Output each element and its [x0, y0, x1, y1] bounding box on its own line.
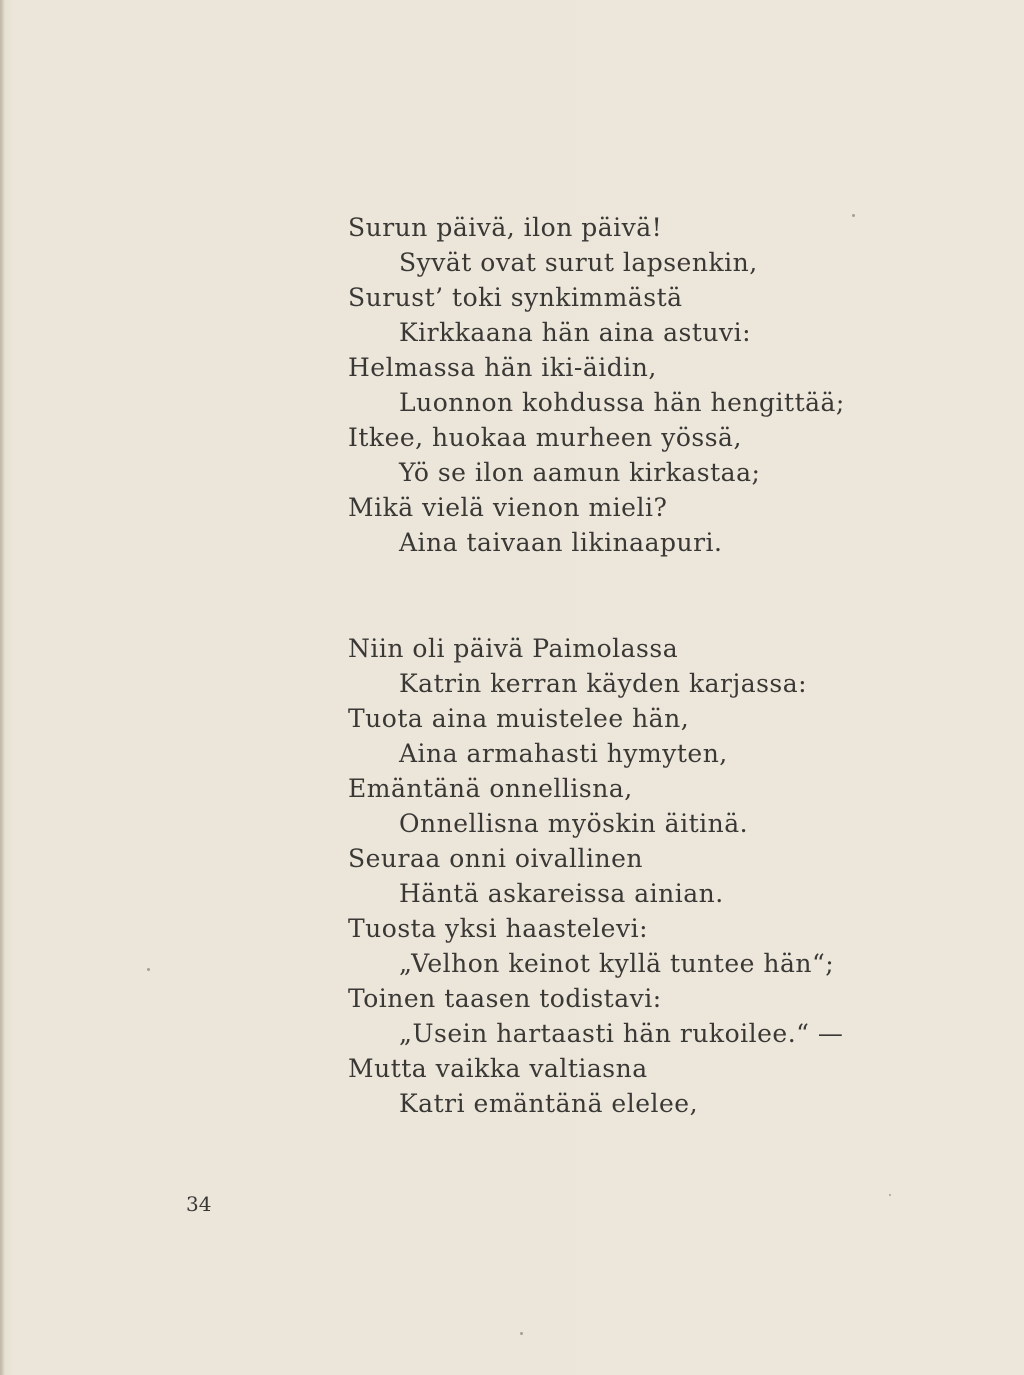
poem-line: „Usein hartaasti hän rukoilee.“ — — [399, 1019, 844, 1048]
page-edge-shadow — [0, 0, 5, 1375]
poem-line: Helmassa hän iki-äidin, — [348, 353, 657, 382]
poem-line: Kirkkaana hän aina astuvi: — [399, 318, 752, 347]
poem-line: Emäntänä onnellisna, — [348, 774, 633, 803]
poem-line: Niin oli päivä Paimolassa — [348, 634, 679, 663]
poem-line: Yö se ilon aamun kirkastaa; — [399, 458, 761, 487]
poem-line: Aina taivaan likinaapuri. — [399, 528, 723, 557]
poem-line: Häntä askareissa ainian. — [399, 879, 724, 908]
poem-line: „Velhon keinot kyllä tuntee hän“; — [399, 949, 835, 978]
poem-line: Syvät ovat surut lapsenkin, — [399, 248, 758, 277]
poem-line: Onnellisna myöskin äitinä. — [399, 809, 749, 838]
poem-line: Mikä vielä vienon mieli? — [348, 493, 668, 522]
poem-line: Katri emäntänä elelee, — [399, 1089, 699, 1118]
poem-line: Itkee, huokaa murheen yössä, — [348, 423, 742, 452]
poem-line: Mutta vaikka valtiasna — [348, 1054, 648, 1083]
paper-speck — [147, 968, 150, 971]
paper-speck — [889, 1194, 891, 1196]
poem-line: Tuosta yksi haastelevi: — [348, 914, 649, 943]
page-number: 34 — [186, 1192, 212, 1216]
poem-line: Luonnon kohdussa hän hengittää; — [399, 388, 845, 417]
poem-line: Surun päivä, ilon päivä! — [348, 213, 663, 242]
poem-line: Surust’ toki synkimmästä — [348, 283, 683, 312]
poem-line: Katrin kerran käyden karjassa: — [399, 669, 808, 698]
poem-line: Aina armahasti hymyten, — [399, 739, 728, 768]
paper-speck — [852, 214, 855, 217]
poem-line: Seuraa onni oivallinen — [348, 844, 643, 873]
poem-line: Tuota aina muistelee hän, — [348, 704, 690, 733]
paper-speck — [520, 1332, 523, 1335]
poem-line: Toinen taasen todistavi: — [348, 984, 662, 1013]
